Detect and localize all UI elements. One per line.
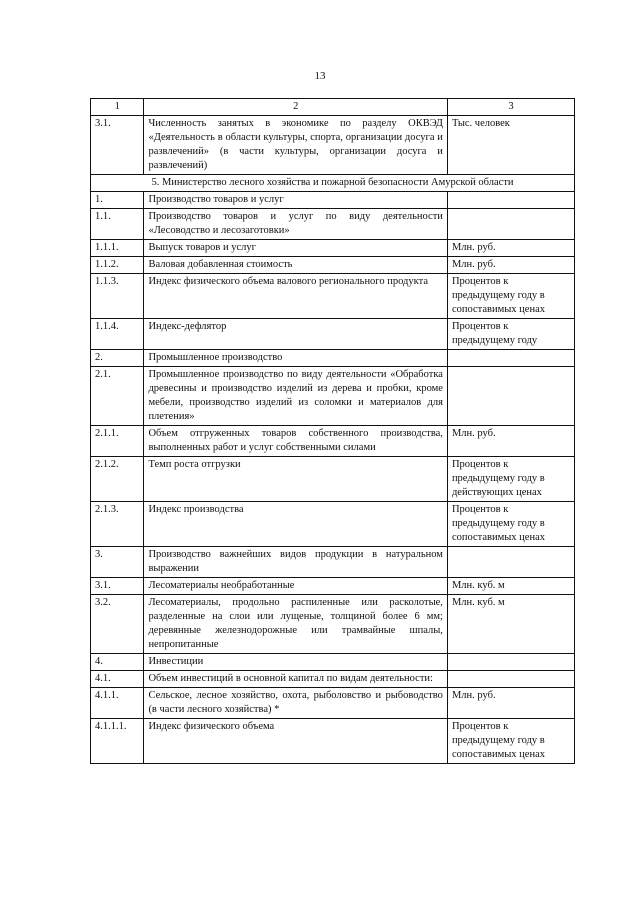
row-number: 1.1.1. — [91, 240, 144, 257]
indicator-name: Производство товаров и услуг по виду деятельности «Лесоводство и лесозаготовки» — [144, 209, 448, 240]
table-header-row — [91, 99, 575, 116]
unit-of-measure — [447, 192, 574, 209]
indicator-name: Промышленное производство — [144, 350, 448, 367]
indicator-name: Объем инвестиций в основной капитал по видам деятельности: — [144, 671, 448, 688]
row-number: 2.1.3. — [91, 502, 144, 547]
indicator-name: Темп роста отгрузки — [144, 457, 448, 502]
row-number: 2.1.1. — [91, 426, 144, 457]
unit-of-measure — [447, 350, 574, 367]
row-number: 2.1. — [91, 367, 144, 426]
table-row — [91, 209, 575, 240]
unit-of-measure: Млн. куб. м — [447, 595, 574, 654]
unit-of-measure — [447, 547, 574, 578]
table-row — [91, 654, 575, 671]
row-number: 2. — [91, 350, 144, 367]
table-row — [91, 240, 575, 257]
indicator-name: Численность занятых в экономике по разделу ОКВЭД «Деятельность в области культуры, спорта, организации досуга и развлечений» (в части культуры, организации досуга и развлечений) — [144, 116, 448, 175]
row-number: 4.1.1.1. — [91, 719, 144, 764]
table-row — [91, 688, 575, 719]
unit-of-measure: Процентов к предыдущему году в сопоставимых ценах — [447, 719, 574, 764]
column-header-1: 1 — [91, 99, 144, 116]
table-row — [91, 350, 575, 367]
row-number: 1.1.4. — [91, 319, 144, 350]
indicator-name: Инвестиции — [144, 654, 448, 671]
row-number: 3.1. — [91, 116, 144, 175]
indicator-name: Производство товаров и услуг — [144, 192, 448, 209]
unit-of-measure: Процентов к предыдущему году в сопоставимых ценах — [447, 502, 574, 547]
row-number: 3. — [91, 547, 144, 578]
indicator-name: Лесоматериалы необработанные — [144, 578, 448, 595]
indicator-name: Индекс физического объема валового регионального продукта — [144, 274, 448, 319]
table-row — [91, 116, 575, 175]
unit-of-measure: Процентов к предыдущему году в сопоставимых ценах — [447, 274, 574, 319]
indicator-name: Промышленное производство по виду деятельности «Обработка древесины и производство изделий из дерева и пробки, кроме мебели, производство изделий из соломки и материалов для плетения» — [144, 367, 448, 426]
unit-of-measure — [447, 367, 574, 426]
row-number: 1.1.3. — [91, 274, 144, 319]
table-row — [91, 547, 575, 578]
row-number: 3.2. — [91, 595, 144, 654]
section-title: 5. Министерство лесного хозяйства и пожарной безопасности Амурской области — [91, 175, 575, 192]
indicator-name: Производство важнейших видов продукции в натуральном выражении — [144, 547, 448, 578]
row-number: 3.1. — [91, 578, 144, 595]
table-row — [91, 719, 575, 764]
unit-of-measure: Млн. руб. — [447, 240, 574, 257]
unit-of-measure: Процентов к предыдущему году в действующих ценах — [447, 457, 574, 502]
unit-of-measure — [447, 209, 574, 240]
page-number: 13 — [314, 70, 326, 82]
indicator-name: Выпуск товаров и услуг — [144, 240, 448, 257]
table-row — [91, 457, 575, 502]
row-number: 4.1. — [91, 671, 144, 688]
column-header-2: 2 — [144, 99, 448, 116]
row-number: 1. — [91, 192, 144, 209]
column-header-3: 3 — [447, 99, 574, 116]
table-row — [91, 274, 575, 319]
indicator-name: Индекс производства — [144, 502, 448, 547]
table-row — [91, 319, 575, 350]
row-number: 4.1.1. — [91, 688, 144, 719]
unit-of-measure: Тыс. человек — [447, 116, 574, 175]
table-row — [91, 426, 575, 457]
table-row — [91, 192, 575, 209]
indicator-name: Валовая добавленная стоимость — [144, 257, 448, 274]
indicator-name: Сельское, лесное хозяйство, охота, рыболовство и рыбоводство (в части лесного хозяйства) * — [144, 688, 448, 719]
table-row — [91, 257, 575, 274]
unit-of-measure — [447, 671, 574, 688]
indicator-name: Лесоматериалы, продольно распиленные или расколотые, разделенные на слои или лущеные, толщиной более 6 мм; деревянные железнодорожные или трамвайные шпалы, непропитанные — [144, 595, 448, 654]
indicators-table — [90, 98, 575, 764]
unit-of-measure: Млн. руб. — [447, 688, 574, 719]
indicator-name: Индекс-дефлятор — [144, 319, 448, 350]
table-row — [91, 595, 575, 654]
row-number: 4. — [91, 654, 144, 671]
unit-of-measure: Млн. куб. м — [447, 578, 574, 595]
unit-of-measure — [447, 654, 574, 671]
section-row — [91, 175, 575, 192]
table-row — [91, 671, 575, 688]
table-row — [91, 367, 575, 426]
indicator-name: Индекс физического объема — [144, 719, 448, 764]
unit-of-measure: Млн. руб. — [447, 257, 574, 274]
indicator-name: Объем отгруженных товаров собственного производства, выполненных работ и услуг собственными силами — [144, 426, 448, 457]
row-number: 1.1. — [91, 209, 144, 240]
unit-of-measure: Млн. руб. — [447, 426, 574, 457]
row-number: 1.1.2. — [91, 257, 144, 274]
unit-of-measure: Процентов к предыдущему году — [447, 319, 574, 350]
table-row — [91, 578, 575, 595]
table-row — [91, 502, 575, 547]
row-number: 2.1.2. — [91, 457, 144, 502]
